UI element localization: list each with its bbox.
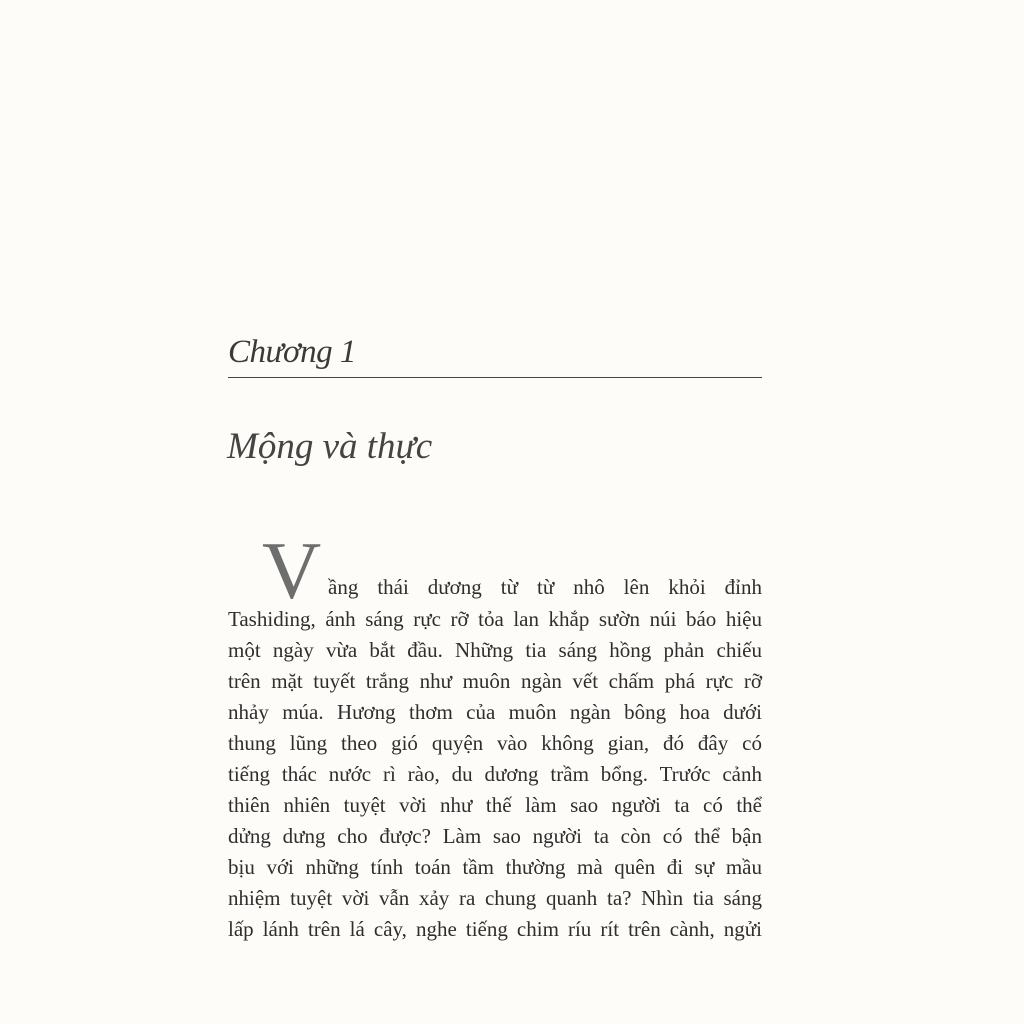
- body-line: ầng thái dương từ từ nhô lên khỏi đỉnh: [328, 575, 762, 599]
- chapter-divider: [228, 377, 762, 378]
- body-line: thung lũng theo gió quyện vào không gian, đó đây có: [228, 731, 762, 755]
- body-line: một ngày vừa bắt đầu. Những tia sáng hồng phản chiếu: [228, 638, 762, 662]
- drop-cap: V: [262, 525, 322, 616]
- chapter-title: Mộng và thực: [227, 426, 433, 467]
- body-line: dửng dưng cho được? Làm sao người ta còn có thể bận: [228, 824, 762, 848]
- body-line: trên mặt tuyết trắng như muôn ngàn vết chấm phá rực rỡ: [228, 669, 762, 693]
- body-line: nhảy múa. Hương thơm của muôn ngàn bông hoa dưới: [228, 700, 762, 724]
- body-line: bịu với những tính toán tầm thường mà quên đi sự mầu: [228, 855, 762, 879]
- body-line: lấp lánh trên lá cây, nghe tiếng chim ríu rít trên cành, ngửi: [228, 917, 762, 941]
- body-line: nhiệm tuyệt vời vẫn xảy ra chung quanh ta? Nhìn tia sáng: [228, 886, 762, 910]
- body-line: thiên nhiên tuyệt vời như thế làm sao người ta có thể: [228, 793, 762, 817]
- chapter-label: Chương 1: [228, 334, 356, 370]
- body-line: Tashiding, ánh sáng rực rỡ tỏa lan khắp sườn núi báo hiệu: [228, 607, 762, 631]
- body-line: tiếng thác nước rì rào, du dương trầm bổng. Trước cảnh: [228, 762, 762, 786]
